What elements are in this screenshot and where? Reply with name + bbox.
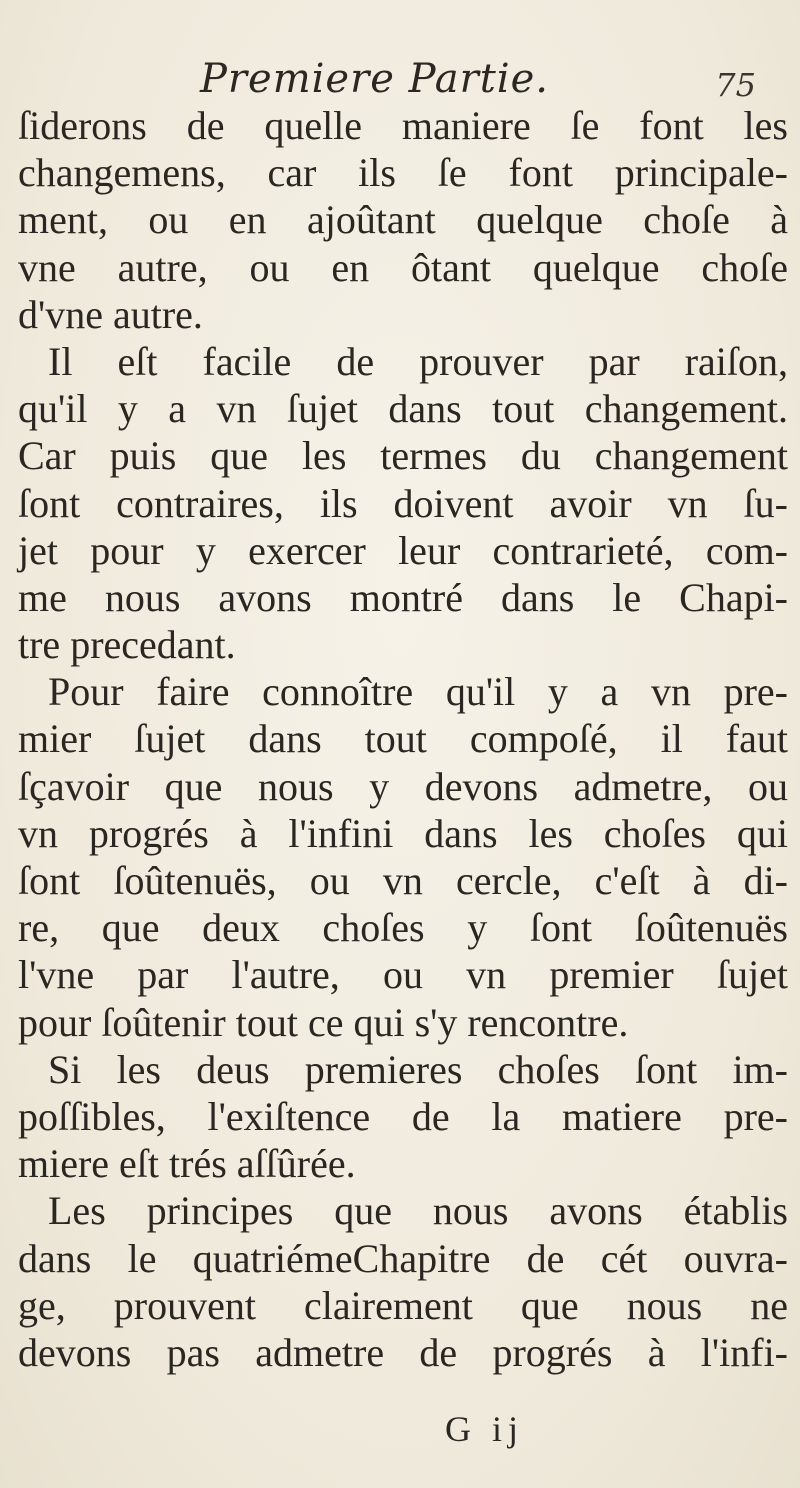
text-line: Car puis que les termes du changement <box>18 433 788 479</box>
text-line: ge, prouvent clairement que nous ne <box>18 1282 788 1328</box>
text-line: ſçavoir que nous y devons admetre, ou <box>18 763 788 809</box>
text-line: ſont contraires, ils doivent avoir vn ſu- <box>18 480 788 526</box>
text-line: ſiderons de quelle maniere ſe font les <box>18 103 788 148</box>
paragraph <box>18 338 788 668</box>
text-line: vn progrés à l'infini dans les choſes qui <box>18 810 788 856</box>
text-line: Il eſt facile de prouver par raiſon, <box>48 338 788 384</box>
text-line: l'vne par l'autre, ou vn premier ſujet <box>18 952 788 998</box>
text-line: pour ſoûtenir tout ce qui s'y rencontre. <box>18 999 629 1045</box>
text-line: d'vne autre. <box>18 291 203 337</box>
text-line: Si les deus premieres choſes ſont im- <box>48 1046 788 1092</box>
text-line: miere eſt trés aſſûrée. <box>18 1141 356 1187</box>
paragraph <box>18 1046 788 1188</box>
text-line: me nous avons montré dans le Chapi- <box>18 574 788 620</box>
paragraph <box>18 102 788 338</box>
text-line: ſont ſoûtenuës, ou vn cercle, c'eſt à di- <box>18 858 788 903</box>
body-text <box>18 102 788 1376</box>
text-line: mier ſujet dans tout compoſé, il faut <box>18 716 788 762</box>
paragraph <box>18 1187 788 1376</box>
text-line: Les principes que nous avons établis <box>48 1188 788 1234</box>
text-line: Pour faire connoître qu'il y a vn pre- <box>48 669 788 715</box>
text-line: poſſibles, l'exiſtence de la matiere pre- <box>18 1093 788 1139</box>
text-line: devons pas admetre de progrés à l'infi- <box>18 1329 788 1375</box>
text-line: dans le quatriémeChapitre de cét ouvra- <box>18 1235 788 1281</box>
text-line: ment, ou en ajoûtant quelque choſe à <box>18 197 788 243</box>
text-line: tre precedant. <box>18 622 236 668</box>
text-line: jet pour y exercer leur contrarieté, com- <box>18 527 788 573</box>
page-number: 75 <box>715 66 756 104</box>
text-line: re, que deux choſes y ſont ſoûtenuës <box>18 905 788 951</box>
text-line: changemens, car ils ſe font principale- <box>18 150 788 196</box>
printer-signature: G ij <box>444 1409 524 1449</box>
paragraph <box>18 668 788 1046</box>
text-line: vne autre, ou en ôtant quelque choſe <box>18 244 788 290</box>
text-line: qu'il y a vn ſujet dans tout changement. <box>18 386 788 432</box>
running-head: Premiere Partie. <box>200 56 549 102</box>
page-header <box>0 56 800 106</box>
